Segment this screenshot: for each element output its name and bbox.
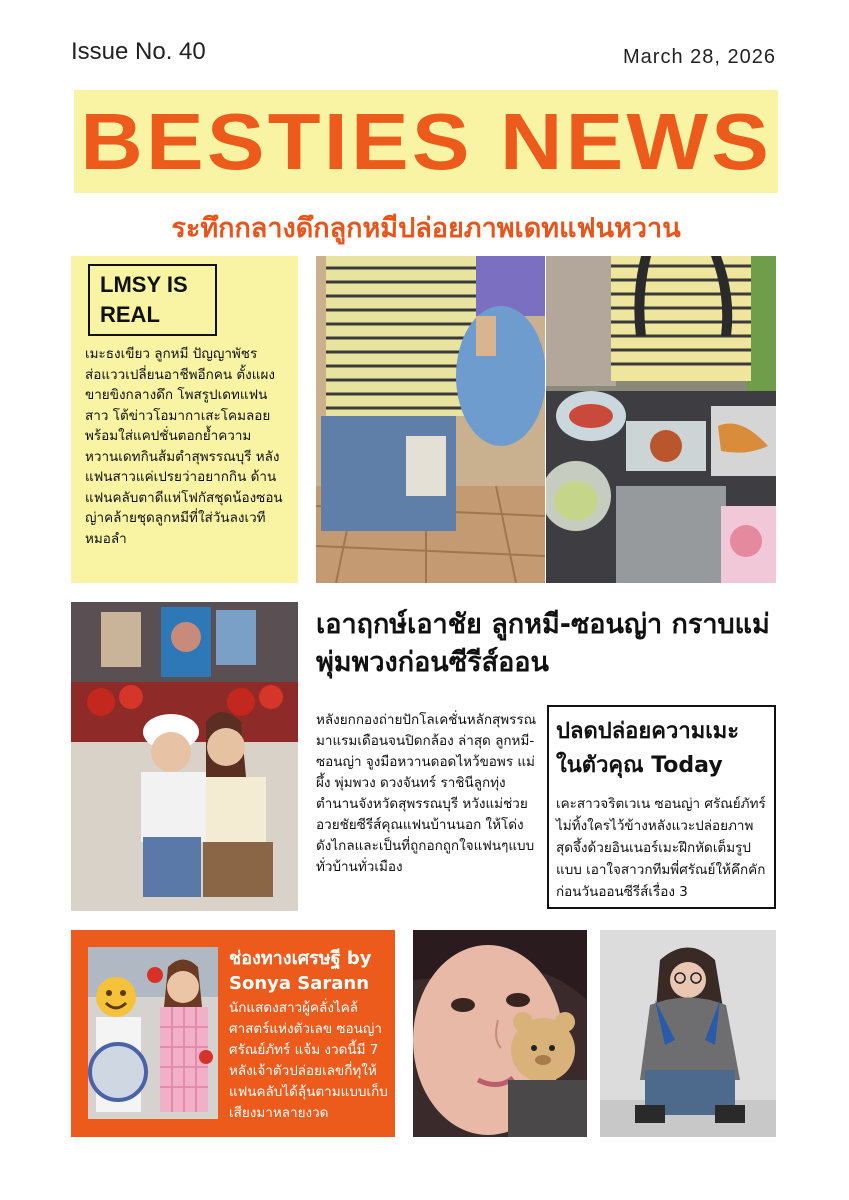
photo-shrine [71, 602, 298, 911]
story-shrine-title: เอาฤกษ์เอาชัย ลูกหมี-ซอนญ่า กราบแม่พุ่มพวงก่อนซีรีส์ออน [316, 609, 770, 678]
photo-striped-shirt [316, 256, 545, 583]
masthead [74, 90, 778, 193]
photo-lottery [88, 947, 218, 1119]
story-lottery-box [71, 930, 395, 1137]
photo-street-food [546, 256, 776, 583]
story-lottery-title: ช่องทางเศรษฐี by Sonya Sarann [229, 948, 372, 994]
issue-number: Issue No. 40 [71, 38, 206, 65]
story-today-title: ปลดปล่อยความเมะ ในตัวคุณ Today [556, 719, 740, 778]
story-today-body: เคะสาวจริตเวเน ซอนญ่า ศรัณย์ภัทร์ ไม่ทิ้งใครไว้ข้างหลังแวะปล่อยภาพสุดจึ้งด้วยอินเนอร์เมะฝึกหัดเต็มรูปแบบ เอาใจสาวกทีมพี่ศรัณย์ให้คึกคักก่อนวันออนซีรีส์เรื่อง 3 [556, 796, 766, 900]
story-lmsy-box [71, 256, 298, 583]
photo-sweater [600, 930, 776, 1137]
photo-teddy-selfie [413, 930, 587, 1137]
story-today-box [547, 705, 776, 909]
main-headline: ระทึกกลางดึกลูกหมีปล่อยภาพเดทแฟนหวาน [171, 213, 681, 244]
story-lmsy-body: เมะธงเขียว ลูกหมี ปัญญาพัชร ส่อแววเปลี่ยนอาชีพอีกคน ตั้งแผงขายขิงกลางดึก โพสรูปเดทแฟนสาว โต้ข่าวโอมากาเสะโคมลอย พร้อมใส่แคปชั่นตอกย้ำความหวานเดทกินส้มตำสุพรรณบุรี หลังแฟนสาวแค่เปรยว่าอยากกิน ด้านแฟนคลับตาดีแห่โฟกัสชุดน้องซอนญ่าคล้ายชุดลูกหมีที่ใส่วันลงเวทีหมอลำ [85, 346, 283, 547]
masthead-title: BESTIES NEWS [80, 96, 772, 186]
issue-date: March 28, 2026 [623, 46, 776, 68]
story-tag: LMSY IS REAL [88, 264, 217, 336]
story-shrine-body: หลังยกกองถ่ายปักโลเคชั่นหลักสุพรรณมาแรมเดือนจนปิดกล้อง ล่าสุด ลูกหมี-ซอนญ่า จูงมือหวานดอดไหว้ขอพร แม่ผึ้ง พุ่มพวง ดวงจันทร์ ราชินีลูกทุ่งตำนานจังหวัดสุพรรณบุรี หวังแม่ช่วยอวยชัยซีรีส์คุณแฟนบ้านนอก ให้โด่งดังไกลและเป็นที่ถูกอกถูกใจแฟนๆแบบทั่วบ้านทั่วเมือง [316, 712, 537, 875]
story-lottery-body: นักแสดงสาวผู้คลั่งไคล้ศาสตร์แห่งตัวเลข ซอนญ่า ศรัณย์ภัทร์ แจ้ม งวดนี้มี 7 หลังเจ้าตัวปล่อยเลขกี่ทุให้แฟนคลับได้ลุ้นตามแบบเก็บเสียงมาหลายงวด [229, 1000, 388, 1121]
